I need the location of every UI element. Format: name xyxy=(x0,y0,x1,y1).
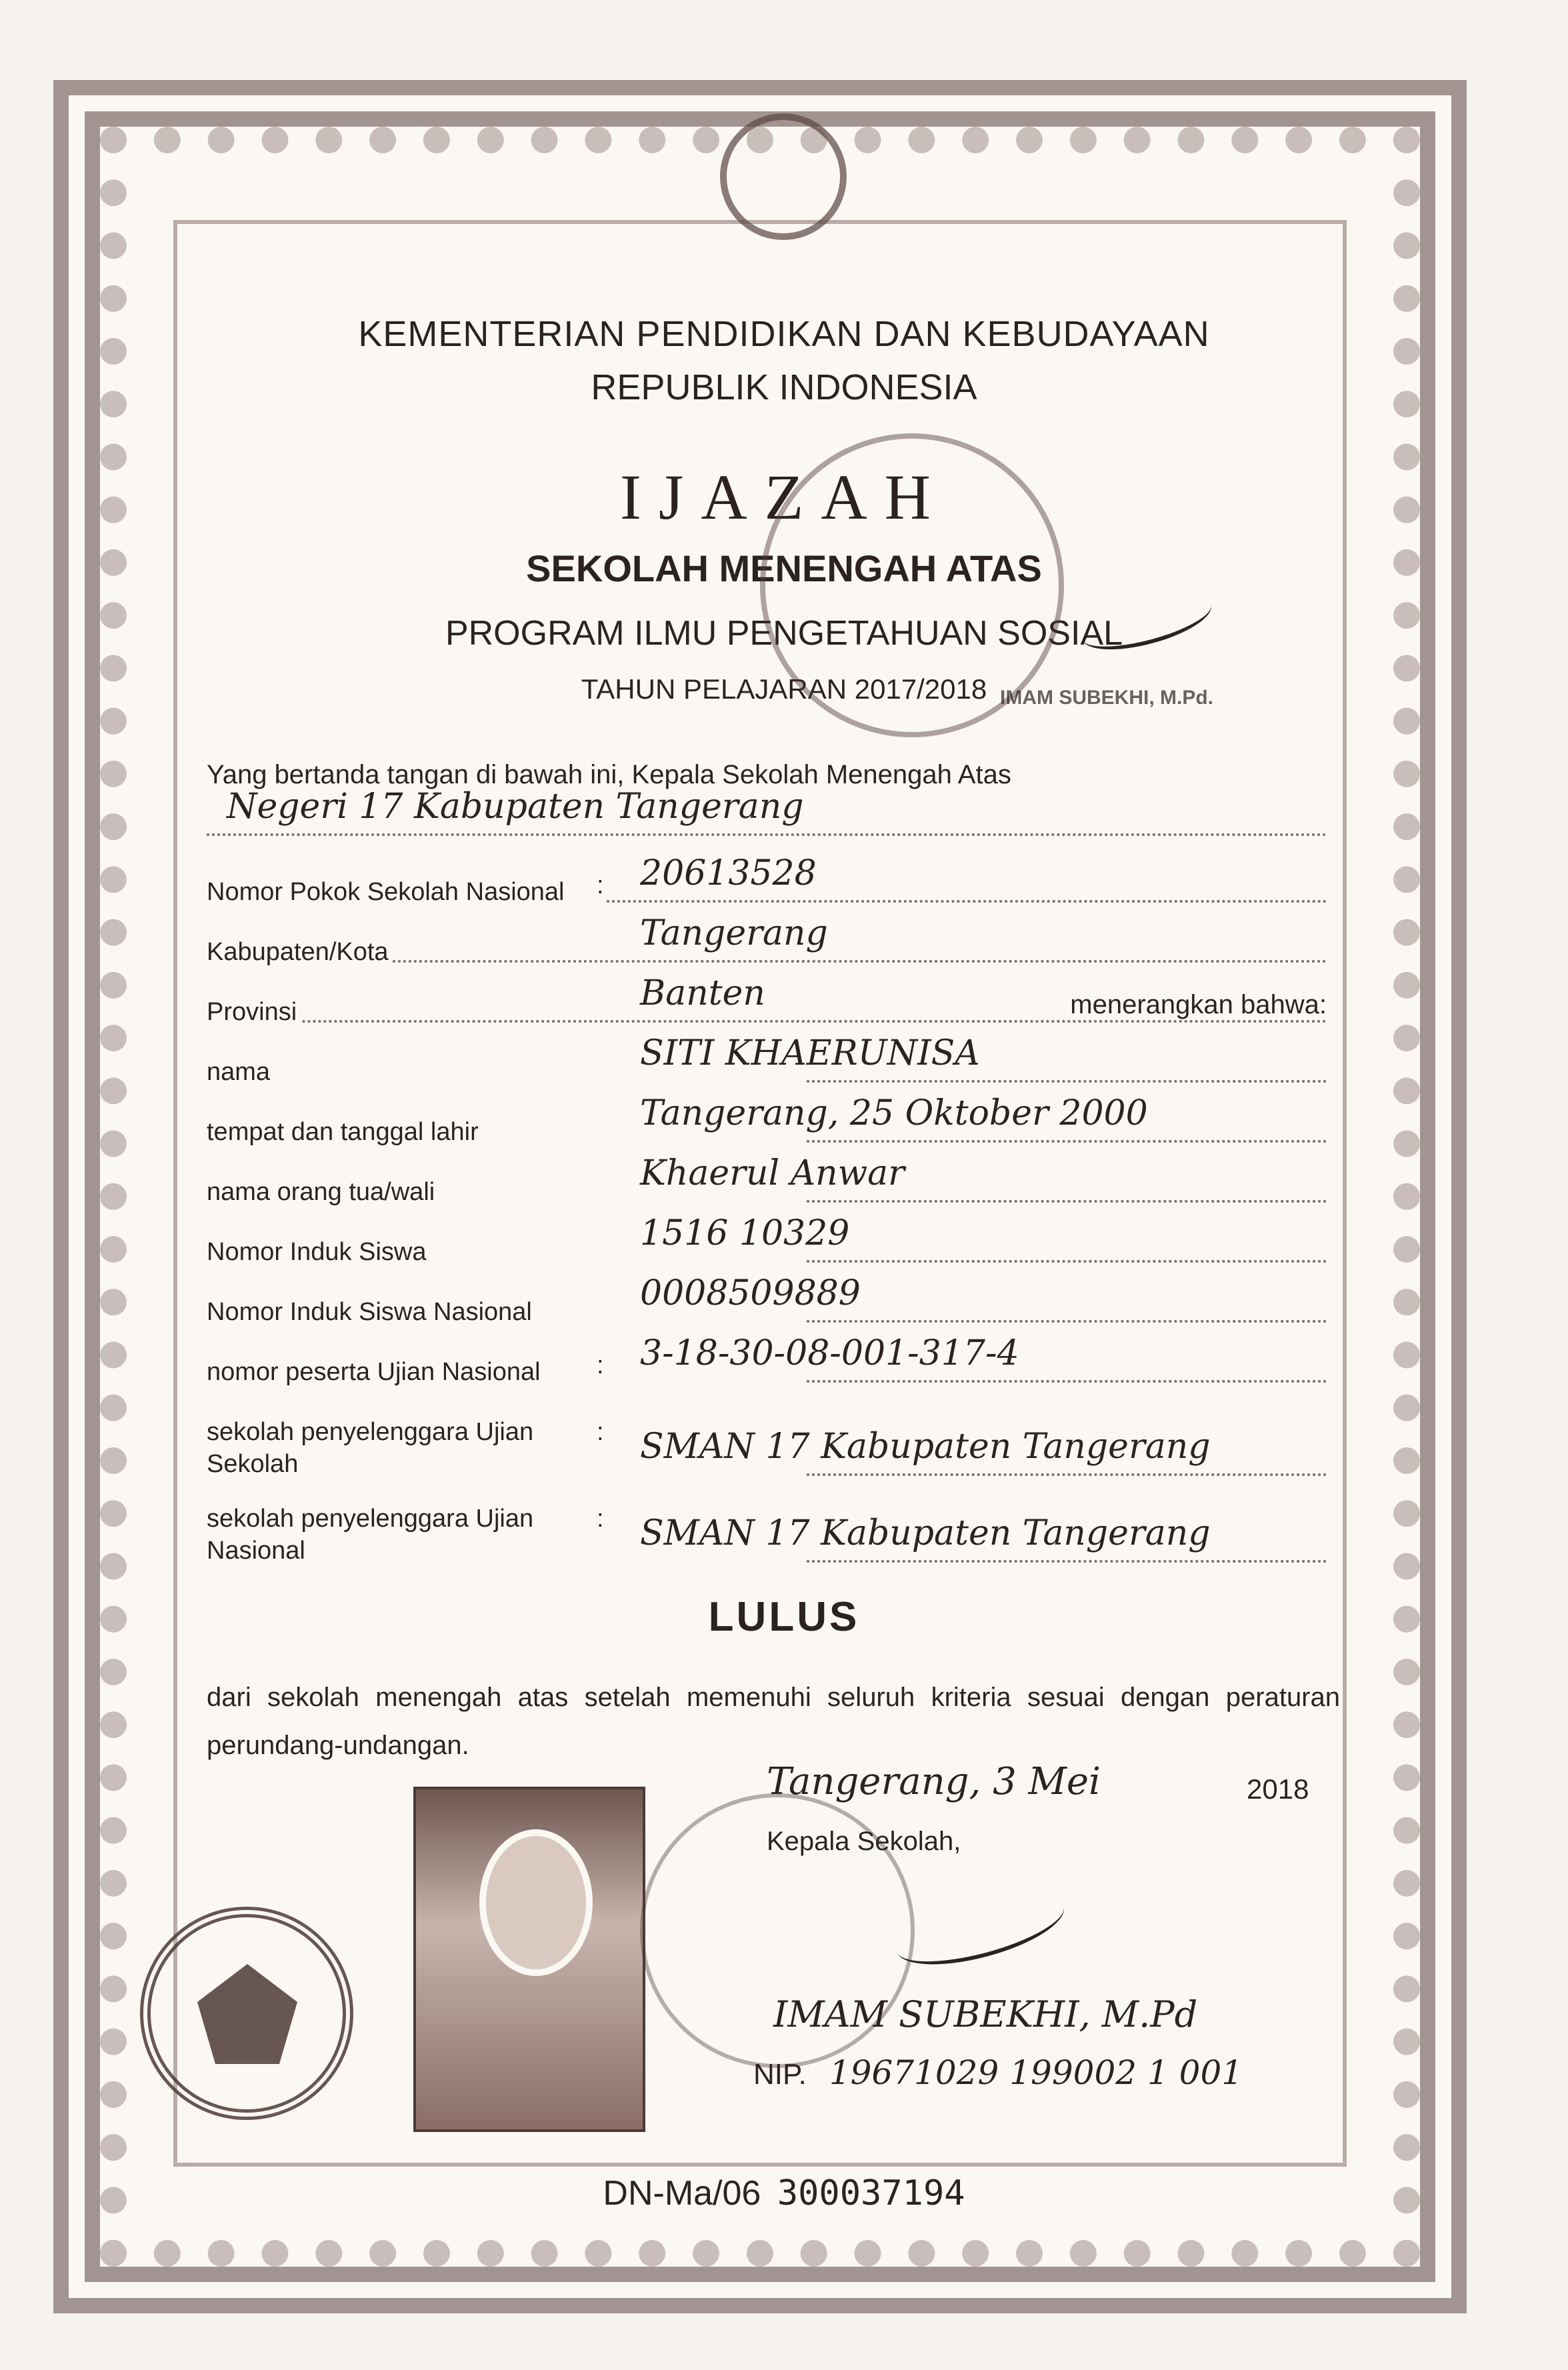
npsn-label: Nomor Pokok Sekolah Nasional xyxy=(207,878,565,906)
nis-value: 1516 10329 xyxy=(640,1213,850,1253)
seal-year: 2018 xyxy=(229,2071,265,2089)
school-exam-row: sekolah penyelenggara Ujian Sekolah : SMAN 17 Kabupaten Tangerang xyxy=(207,1407,1327,1480)
birth-value: Tangerang, 25 Oktober 2000 xyxy=(640,1093,1148,1133)
nis-row xyxy=(207,1213,1327,1267)
nisn-value: 0008509889 xyxy=(640,1273,861,1313)
national-exam-value: SMAN 17 Kabupaten Tangerang xyxy=(640,1513,1211,1553)
school-exam-value: SMAN 17 Kabupaten Tangerang xyxy=(640,1427,1211,1467)
garuda-emblem xyxy=(720,113,847,240)
nisn-label: Nomor Induk Siswa Nasional xyxy=(207,1298,532,1326)
nis-label: Nomor Induk Siswa xyxy=(207,1238,427,1266)
student-photo xyxy=(413,1787,645,2132)
exam-number-label: nomor peserta Ujian Nasional xyxy=(207,1358,541,1386)
school-name-value: Negeri 17 Kabupaten Tangerang xyxy=(227,787,804,827)
nip-label: NIP. xyxy=(753,2058,807,2091)
document-title: IJAZAH xyxy=(620,461,948,533)
exam-number-value: 3-18-30-08-001-317-4 xyxy=(640,1333,1019,1373)
name-row xyxy=(207,1033,1327,1087)
city-row xyxy=(207,913,1327,967)
province-row xyxy=(207,973,1327,1027)
legalization-name: IMAM SUBEKHI, M.Pd. xyxy=(1000,687,1213,709)
headmaster-nip xyxy=(753,2053,1243,2092)
province-suffix: menerangkan bahwa: xyxy=(1066,990,1327,1020)
place-date: Tangerang, 3 Mei xyxy=(767,1760,1101,1803)
ministry-heading: KEMENTERIAN PENDIDIKAN DAN KEBUDAYAAN xyxy=(358,314,1210,354)
city-value: Tangerang xyxy=(640,913,828,953)
name-value: SITI KHAERUNISA xyxy=(640,1033,980,1073)
province-label: Provinsi xyxy=(207,998,301,1027)
republic-heading: REPUBLIK INDONESIA xyxy=(591,367,977,407)
parent-value: Khaerul Anwar xyxy=(640,1153,905,1193)
npsn-row: Nomor Pokok Sekolah Nasional : 20613528 xyxy=(207,853,1327,907)
closing-statement: dari sekolah menengah atas setelah memenuhi seluruh kriteria sesuai dengan peraturan perundang-undangan. xyxy=(207,1683,1340,1760)
province-value: Banten xyxy=(640,973,765,1013)
nip-value: 19671029 199002 1 001 xyxy=(829,2053,1243,2092)
program-name: PROGRAM ILMU PENGETAHUAN SOSIAL xyxy=(445,614,1123,653)
national-exam-row: sekolah penyelenggara Ujian Nasional : SMAN 17 Kabupaten Tangerang xyxy=(207,1493,1327,1567)
birth-row xyxy=(207,1093,1327,1147)
npsn-value: 20613528 xyxy=(640,853,817,893)
national-exam-label: sekolah penyelenggara Ujian Nasional xyxy=(207,1505,534,1565)
headmaster-name: IMAM SUBEKHI, M.Pd xyxy=(773,1993,1198,2035)
birth-label: tempat dan tanggal lahir xyxy=(207,1118,479,1146)
student-face xyxy=(479,1829,593,1976)
name-label: nama xyxy=(207,1058,271,1086)
result-status: LULUS xyxy=(708,1594,860,1640)
parent-row xyxy=(207,1153,1327,1207)
serial-number xyxy=(0,2173,1568,2213)
intro-text: Yang bertanda tangan di bawah ini, Kepala Sekolah Menengah Atas xyxy=(207,760,1011,789)
serial-digits: 300037194 xyxy=(777,2173,965,2213)
exam-number-row: nomor peserta Ujian Nasional : 3-18-30-08-001-317-4 xyxy=(207,1333,1327,1387)
school-type: SEKOLAH MENENGAH ATAS xyxy=(526,547,1042,589)
headmaster-title: Kepala Sekolah, xyxy=(767,1827,961,1856)
academic-year: TAHUN PELAJARAN 2017/2018 xyxy=(581,673,987,705)
ministry-seal xyxy=(140,1907,353,2120)
parent-label: nama orang tua/wali xyxy=(207,1178,435,1206)
serial-code: DN-Ma/06 xyxy=(603,2174,761,2213)
nisn-row xyxy=(207,1273,1327,1327)
school-exam-label: sekolah penyelenggara Ujian Sekolah xyxy=(207,1418,534,1478)
school-name-row xyxy=(207,787,1327,840)
issue-year: 2018 xyxy=(1247,1773,1309,1805)
city-label: Kabupaten/Kota xyxy=(207,938,393,967)
